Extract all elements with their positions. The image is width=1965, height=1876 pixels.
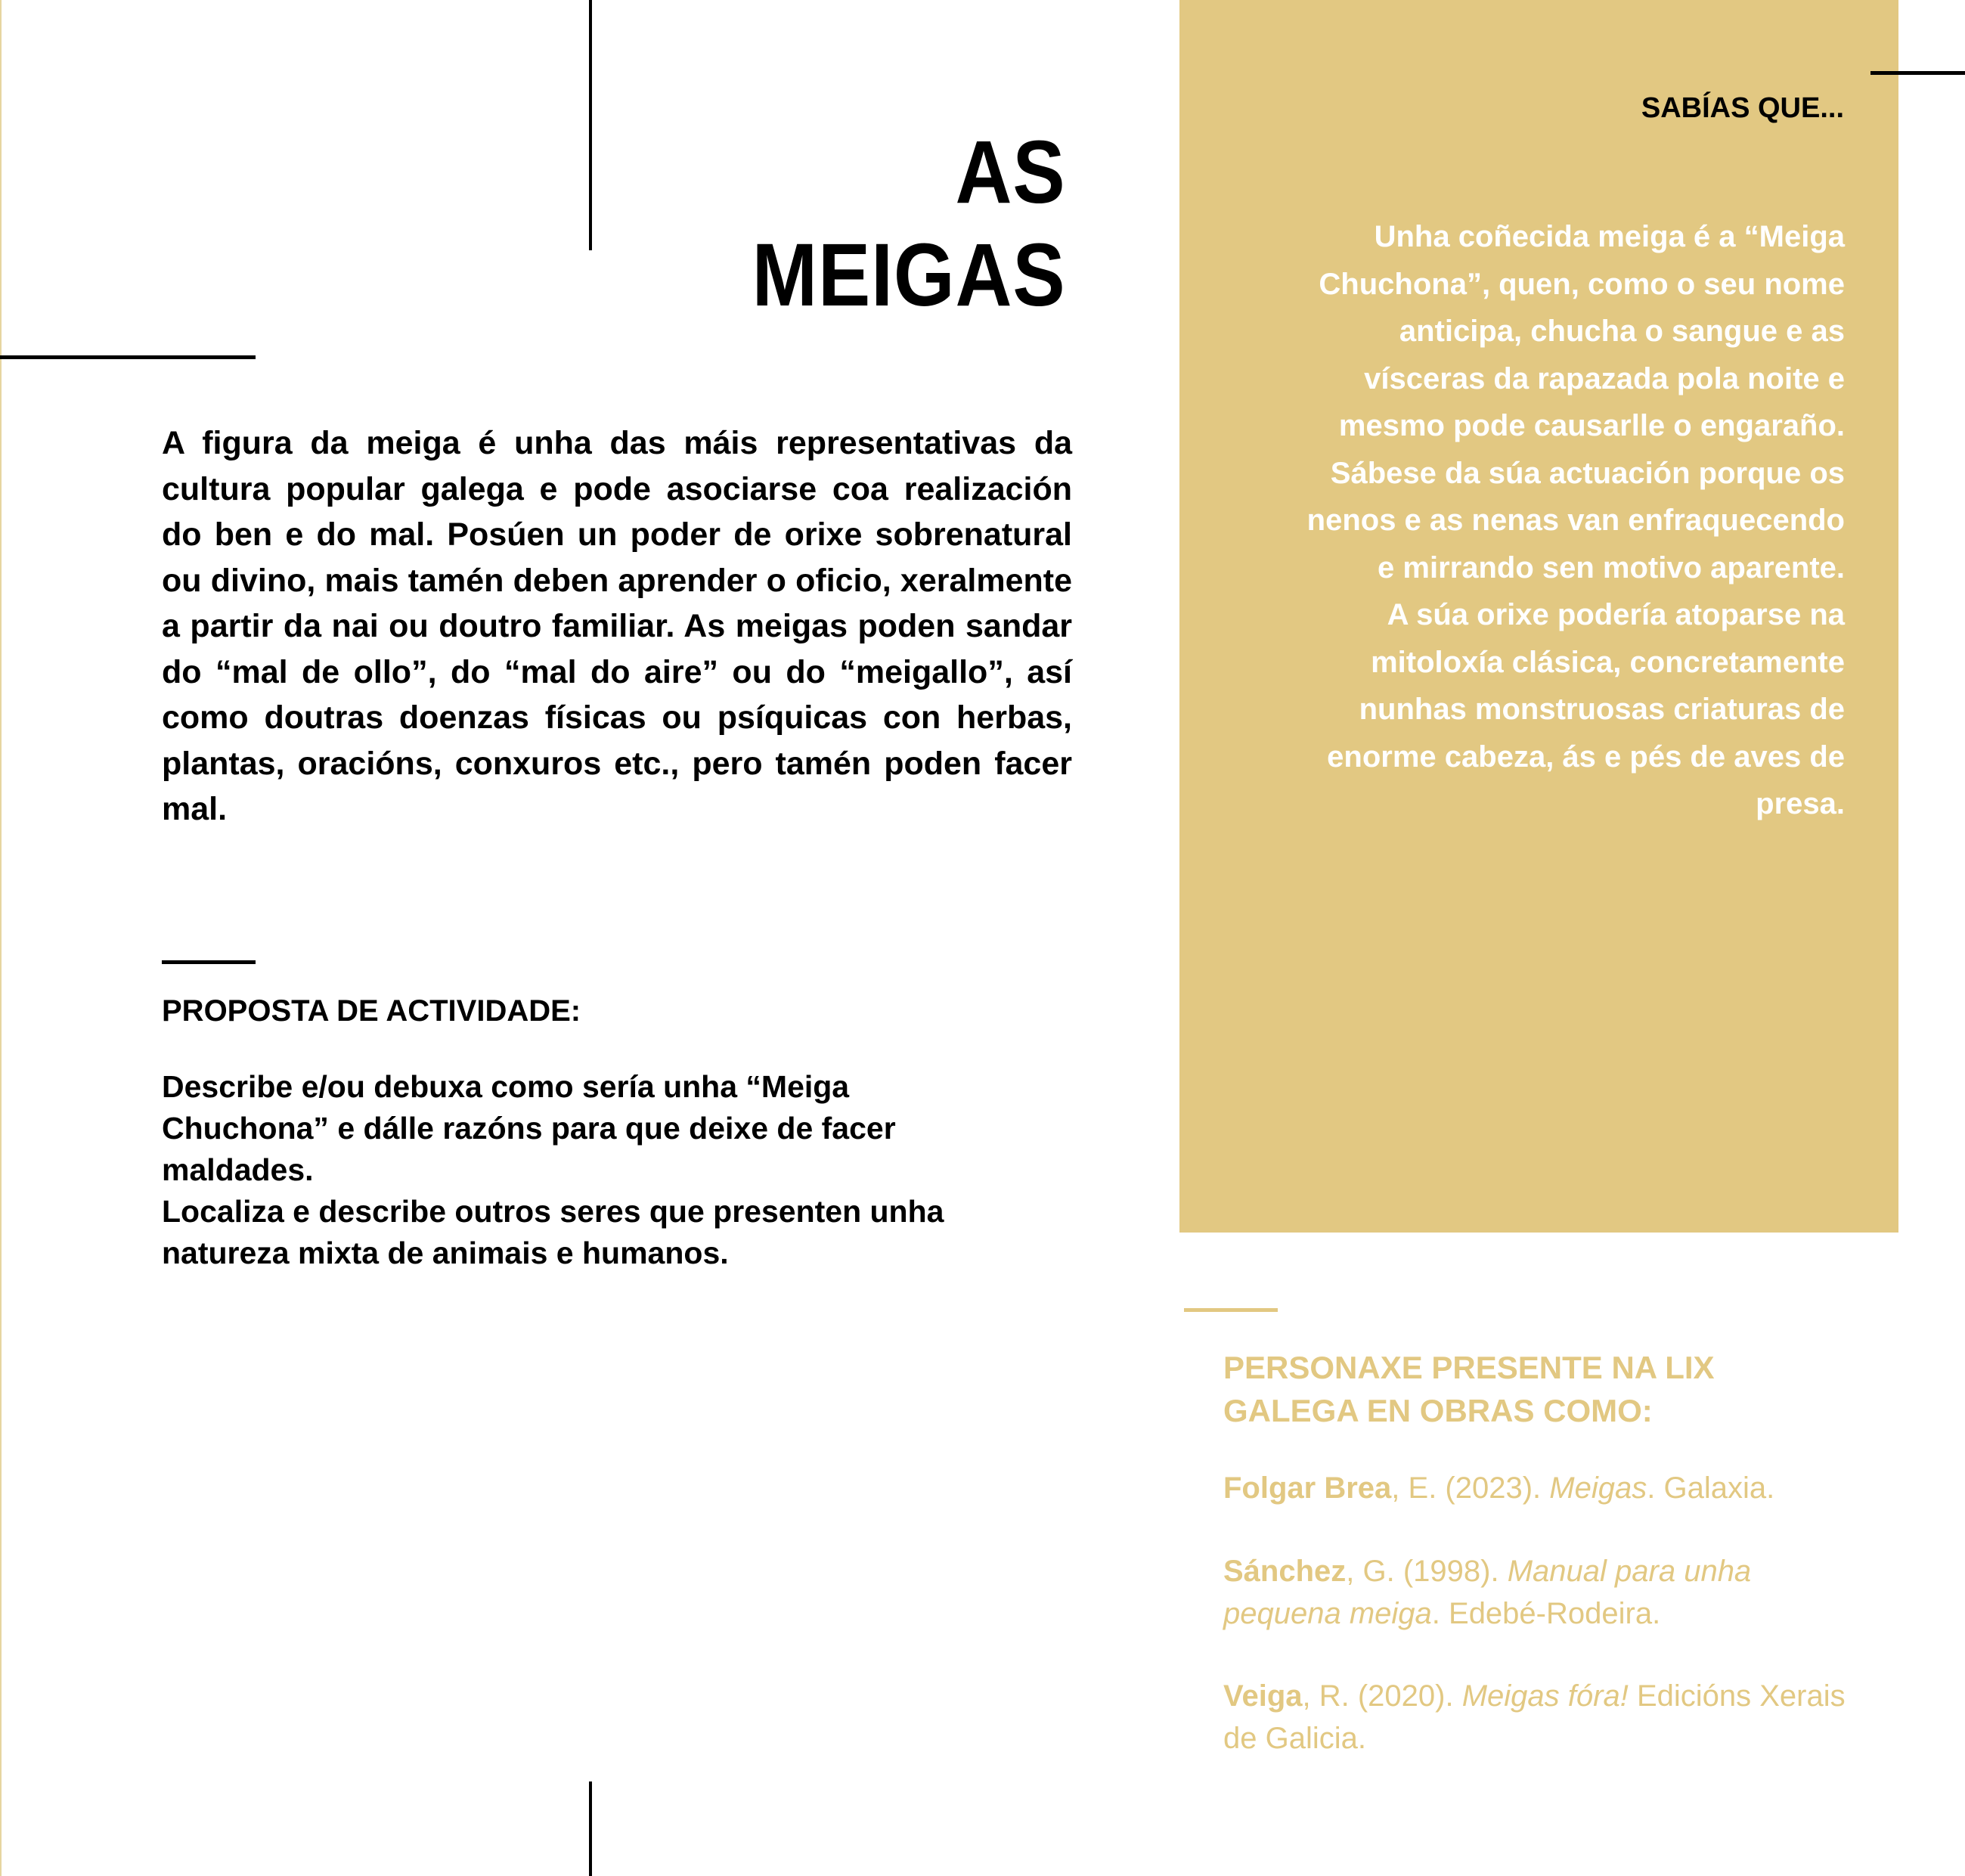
sabias-line: vísceras da rapazada pola noite e xyxy=(1364,361,1845,395)
reference-author: Folgar Brea xyxy=(1223,1471,1392,1505)
title-line: MEIGAS xyxy=(752,225,1065,325)
reference-year: , R. (2020). xyxy=(1302,1679,1462,1713)
sabias-line: anticipa, chucha o sangue e as xyxy=(1399,315,1845,348)
sabias-line: nenos e as nenas van enfraquecendo xyxy=(1306,504,1845,537)
divider-activity xyxy=(162,960,256,964)
reference-title: Meigas fóra! xyxy=(1461,1679,1629,1713)
title-line: AS xyxy=(954,122,1065,222)
reference-year: , G. (1998). xyxy=(1346,1555,1508,1588)
sabias-line: Sábese da súa actuación porque os xyxy=(1330,456,1845,490)
activity-line: Chuchona” e dálle razóns para que deixe de facer xyxy=(162,1111,896,1146)
divider-top-vertical xyxy=(589,0,592,250)
activity-text xyxy=(162,1066,1099,1274)
page-left-edge xyxy=(0,0,2,1876)
divider-left-horizontal xyxy=(0,355,256,359)
activity-line: Describe e/ou debuxa como sería unha “Meiga xyxy=(162,1069,850,1104)
activity-line: maldades. xyxy=(162,1152,314,1187)
reference-publisher: . Edebé-Rodeira. xyxy=(1431,1597,1661,1630)
sabias-line: presa. xyxy=(1756,787,1845,820)
divider-top-right xyxy=(1870,71,1965,75)
sabias-text xyxy=(1225,213,1845,828)
sabias-line: A súa orixe podería atoparse na xyxy=(1387,598,1845,631)
references-heading-line: PERSONAXE PRESENTE NA LIX xyxy=(1223,1350,1715,1385)
reference-item xyxy=(1223,1550,1843,1635)
reference-publisher: Edicións Xerais de Galicia. xyxy=(1223,1679,1846,1755)
sabias-line: Chuchona”, quen, como o seu nome xyxy=(1319,267,1845,301)
reference-author: Veiga xyxy=(1223,1679,1303,1713)
reference-item xyxy=(1223,1675,1851,1760)
activity-heading: PROPOSTA DE ACTIVIDADE: xyxy=(162,994,581,1028)
reference-publisher: . Galaxia. xyxy=(1647,1471,1775,1505)
body-paragraph: A figura da meiga é unha das máis representativas da cultura popular galega e pode asociarse coa realización do ben e do mal. Posúen un poder de orixe sobrenatural ou divino, mais tamén deben aprender o oficio, xeralmente a partir da nai ou doutro familiar. As meigas poden sandar do “mal de ollo”, do “mal do aire” ou do “meigallo”, así como doutras doenzas físicas ou psíquicas con herbas, plantas, oracións, conxuros etc., pero tamén poden facer mal. xyxy=(162,425,1072,827)
divider-references xyxy=(1184,1308,1278,1312)
sabias-line: enorme cabeza, ás e pés de aves de xyxy=(1327,740,1845,774)
references-heading xyxy=(1223,1346,1715,1432)
sabias-line: mesmo pode causarlle o engaraño. xyxy=(1338,409,1845,442)
divider-bottom-vertical xyxy=(589,1781,592,1876)
sabias-heading: SABÍAS QUE... xyxy=(1641,92,1844,124)
reference-title: Meigas xyxy=(1549,1471,1647,1505)
sabias-line: e mirrando sen motivo aparente. xyxy=(1378,550,1845,585)
sabias-line: Unha coñecida meiga é a “Meiga xyxy=(1374,220,1845,253)
reference-title: Manual para unha pequena meiga xyxy=(1223,1555,1752,1630)
page-title xyxy=(752,121,1065,327)
references-heading-line: GALEGA EN OBRAS COMO: xyxy=(1223,1393,1653,1428)
activity-line: natureza mixta de animais e humanos. xyxy=(162,1236,729,1270)
sabias-line: mitoloxía clásica, concretamente xyxy=(1371,645,1845,679)
reference-author: Sánchez xyxy=(1223,1555,1347,1588)
sabias-line: nunhas monstruosas criaturas de xyxy=(1359,693,1845,726)
activity-line: Localiza e describe outros seres que presenten unha xyxy=(162,1194,944,1229)
reference-item xyxy=(1223,1467,1904,1509)
reference-year: , E. (2023). xyxy=(1391,1471,1550,1505)
